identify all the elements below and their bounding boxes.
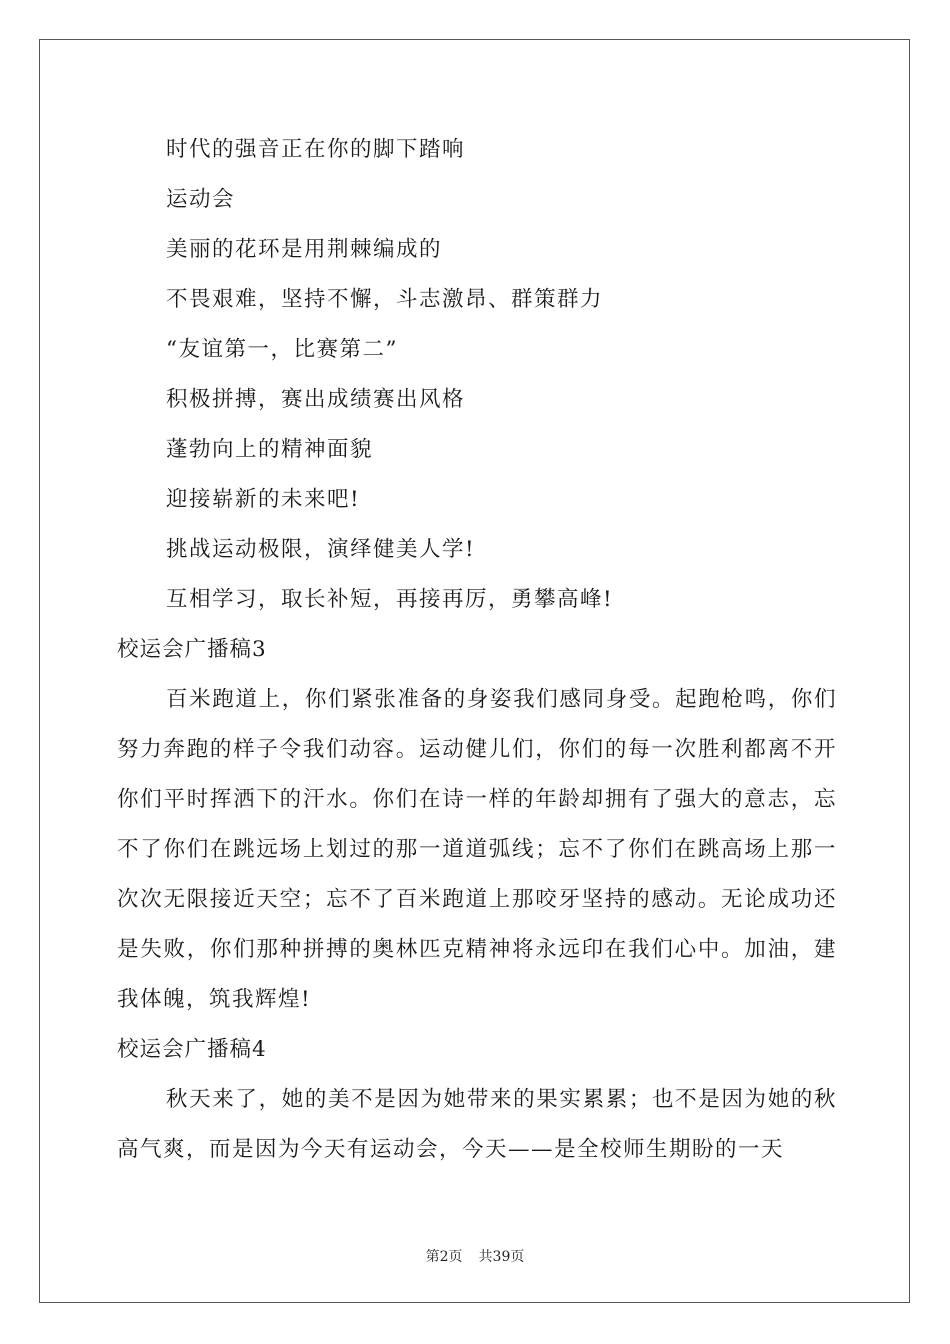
poem-line: 蓬勃向上的精神面貌 [166, 437, 374, 462]
section-heading-3: 校运会广播稿3 [117, 637, 267, 662]
section-4-paragraph: 秋天来了，她的美不是因为她带来的果实累累；也不是因为她的秋高气爽，而是因为今天有运动会，今天——是全校师生期盼的一天 [117, 1087, 837, 1162]
page-number: 第2页 [425, 1249, 463, 1265]
section-heading-4: 校运会广播稿4 [117, 1037, 267, 1062]
poem-line: 挑战运动极限，演绎健美人学! [166, 537, 476, 562]
poem-line: 互相学习，取长补短，再接再厉，勇攀高峰! [166, 587, 614, 612]
poem-line: 不畏艰难，坚持不懈，斗志激昂、群策群力 [166, 287, 604, 312]
poem-line: “友谊第一，比赛第二” [166, 337, 398, 362]
total-pages: 共39页 [478, 1249, 525, 1265]
poem-line: 时代的强音正在你的脚下踏响 [166, 137, 466, 162]
document-body [117, 125, 837, 1175]
poem-line: 运动会 [166, 187, 236, 212]
page-footer [0, 1246, 950, 1266]
poem-line: 积极拼搏，赛出成绩赛出风格 [166, 387, 466, 412]
section-3-paragraph: 百米跑道上，你们紧张准备的身姿我们感同身受。起跑枪鸣，你们努力奔跑的样子令我们动容。运动健儿们，你们的每一次胜利都离不开你们平时挥洒下的汗水。你们在诗一样的年龄却拥有了强大的意志，忘不了你们在跳远场上划过的那一道道弧线；忘不了你们在跳高场上那一次次无限接近天空；忘不了百米跑道上那咬牙坚持的感动。无论成功还是失败，你们那种拼搏的奥林匹克精神将永远印在我们心中。加油，建我体魄，筑我辉煌! [117, 687, 837, 1012]
poem-line: 美丽的花环是用荆棘编成的 [166, 237, 443, 262]
poem-line: 迎接崭新的未来吧! [166, 487, 361, 512]
